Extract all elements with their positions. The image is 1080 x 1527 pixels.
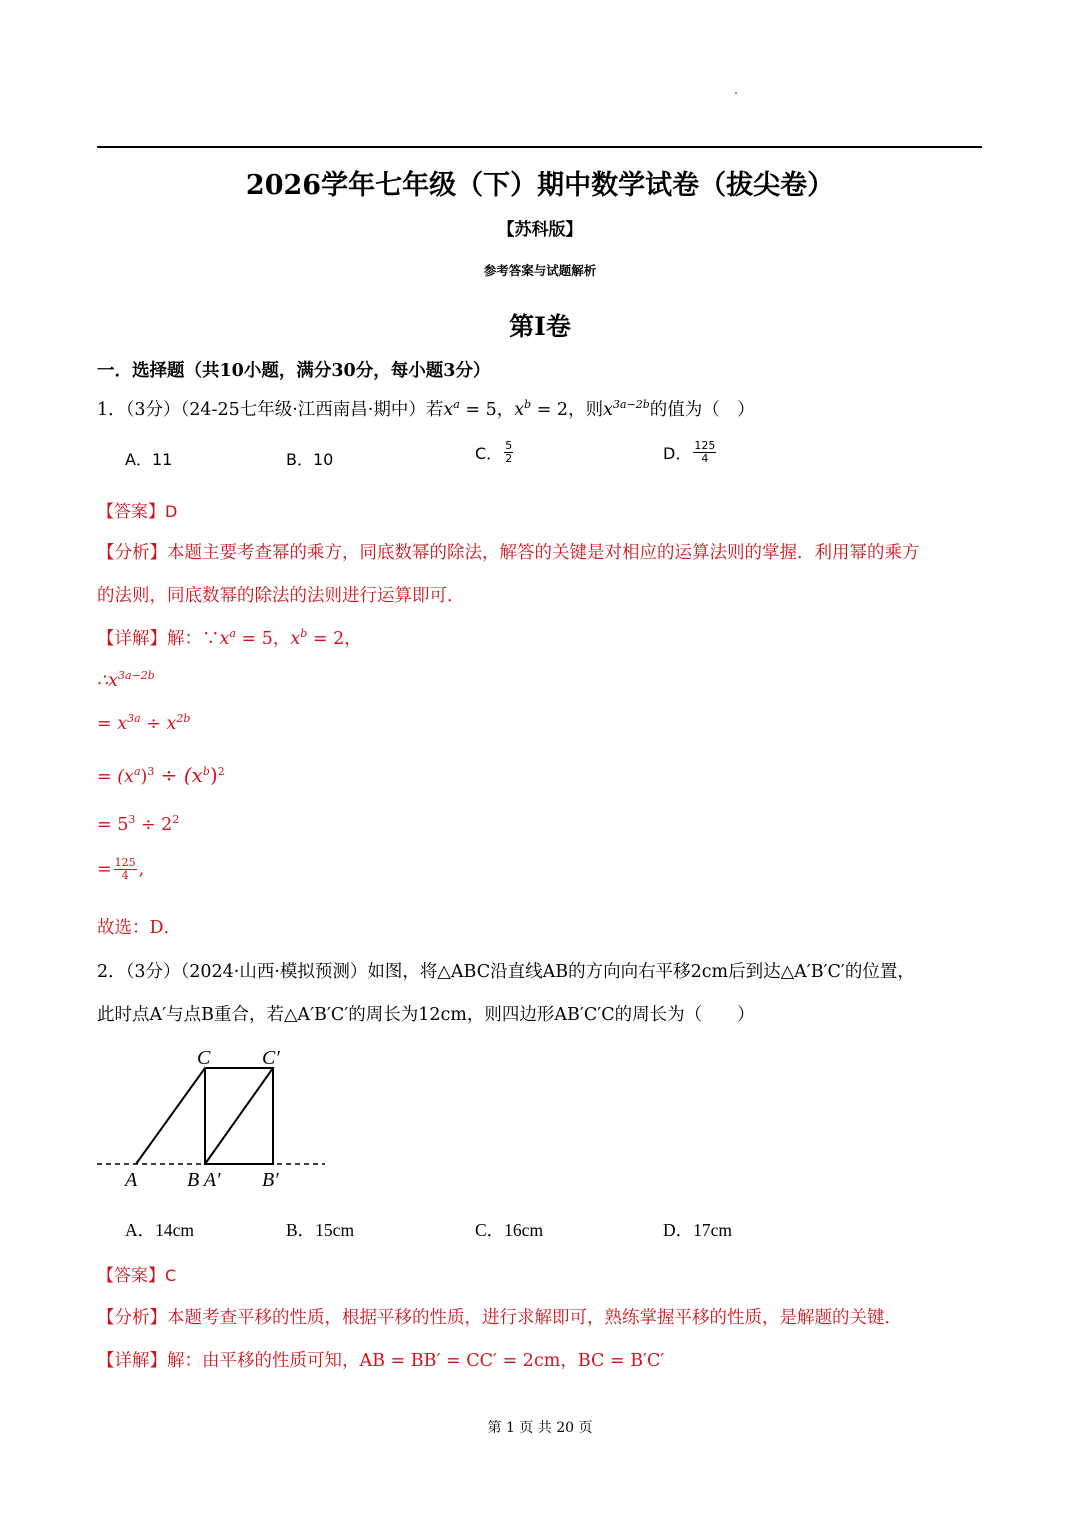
page-footer: 第 1 页 共 20 页 bbox=[487, 1420, 593, 1436]
q1-step-3: = $(x^a)^3 \div (x^b)^2$ bbox=[97, 763, 225, 787]
q1-option-c: C． $\frac{5}{2}$ bbox=[475, 439, 513, 465]
diagonal-ac bbox=[205, 1068, 273, 1164]
question-1: 1．（3分）（24-25七年级·江西南昌·期中）若$x^a = 5$，$x^b = 2$，则$x^{3a-2b}$的值为（ ） bbox=[97, 398, 755, 420]
q2-answer: 【答案】C bbox=[97, 1266, 177, 1286]
section-heading: 一．选择题（共10小题，满分30分，每小题3分） bbox=[97, 361, 491, 381]
q2-analysis: 【分析】本题考查平移的性质，根据平移的性质，进行求解即可，熟练掌握平移的性质，是解题的关键． bbox=[97, 1308, 902, 1328]
header-rule bbox=[97, 146, 982, 148]
edition-label: 【苏科版】 bbox=[497, 220, 583, 240]
q1-option-b: B．10 bbox=[286, 450, 334, 469]
question-2-line-2: 此时点A′与点B重合，若△A′B′C′的周长为12cm，则四边形AB′C′C的周长为（ ） bbox=[97, 1005, 755, 1025]
q2-option-b: B．15cm bbox=[286, 1220, 355, 1240]
q1-option-d: D． $\frac{125}{4}$ bbox=[663, 439, 716, 465]
parallelogram-outline bbox=[136, 1068, 273, 1164]
q1-analysis-line-1: 【分析】本题主要考查幂的乘方，同底数幂的除法，解答的关键是对相应的运算法则的掌握．利用幂的乘方 bbox=[97, 543, 920, 563]
q1-detail-intro: 【详解】解：$\because x^a = 5$，$x^b = 2$， bbox=[97, 627, 362, 649]
label-c-prime: C′ bbox=[262, 1047, 280, 1069]
label-b-prime: B′ bbox=[262, 1169, 279, 1191]
translation-figure bbox=[97, 1040, 337, 1195]
label-b-a-prime: B A′ bbox=[187, 1169, 221, 1191]
q1-step-2: = $x^{3a} \div x^{2b}$ bbox=[97, 712, 191, 734]
q1-conclusion: 故选：D． bbox=[97, 918, 182, 938]
volume-heading: 第Ⅰ卷 bbox=[509, 312, 571, 341]
q2-option-a: A．14cm bbox=[125, 1220, 195, 1240]
document-title: 2026学年七年级（下）期中数学试卷（拔尖卷） bbox=[245, 170, 835, 201]
subtitle: 参考答案与试题解析 bbox=[483, 263, 597, 278]
q2-detail: 【详解】解：由平移的性质可知，AB = BB′ = CC′ = 2cm，BC = B′C′ bbox=[97, 1351, 665, 1371]
q2-option-d: D．17cm bbox=[663, 1220, 733, 1240]
q1-step-5: = $\frac{125}{4}$ , bbox=[97, 856, 145, 882]
label-c: C bbox=[197, 1047, 211, 1069]
q2-option-c: C．16cm bbox=[475, 1220, 544, 1240]
question-2-line-1: 2．（3分）（2024·山西·模拟预测）如图，将△ABC沿直线AB的方向向右平移2cm后到达△A′B′C′的位置， bbox=[97, 962, 915, 982]
q1-step-4: = $5^3 \div 2^2$ bbox=[97, 813, 180, 835]
q1-answer: 【答案】D bbox=[97, 502, 178, 522]
label-a: A bbox=[125, 1169, 138, 1191]
q1-step-1: $\therefore x^{3a-2b}$ bbox=[97, 669, 155, 691]
q1-analysis-line-2: 的法则，同底数幂的除法的法则进行运算即可． bbox=[97, 586, 465, 606]
q1-option-a: A．11 bbox=[125, 450, 173, 469]
speck bbox=[735, 92, 737, 94]
